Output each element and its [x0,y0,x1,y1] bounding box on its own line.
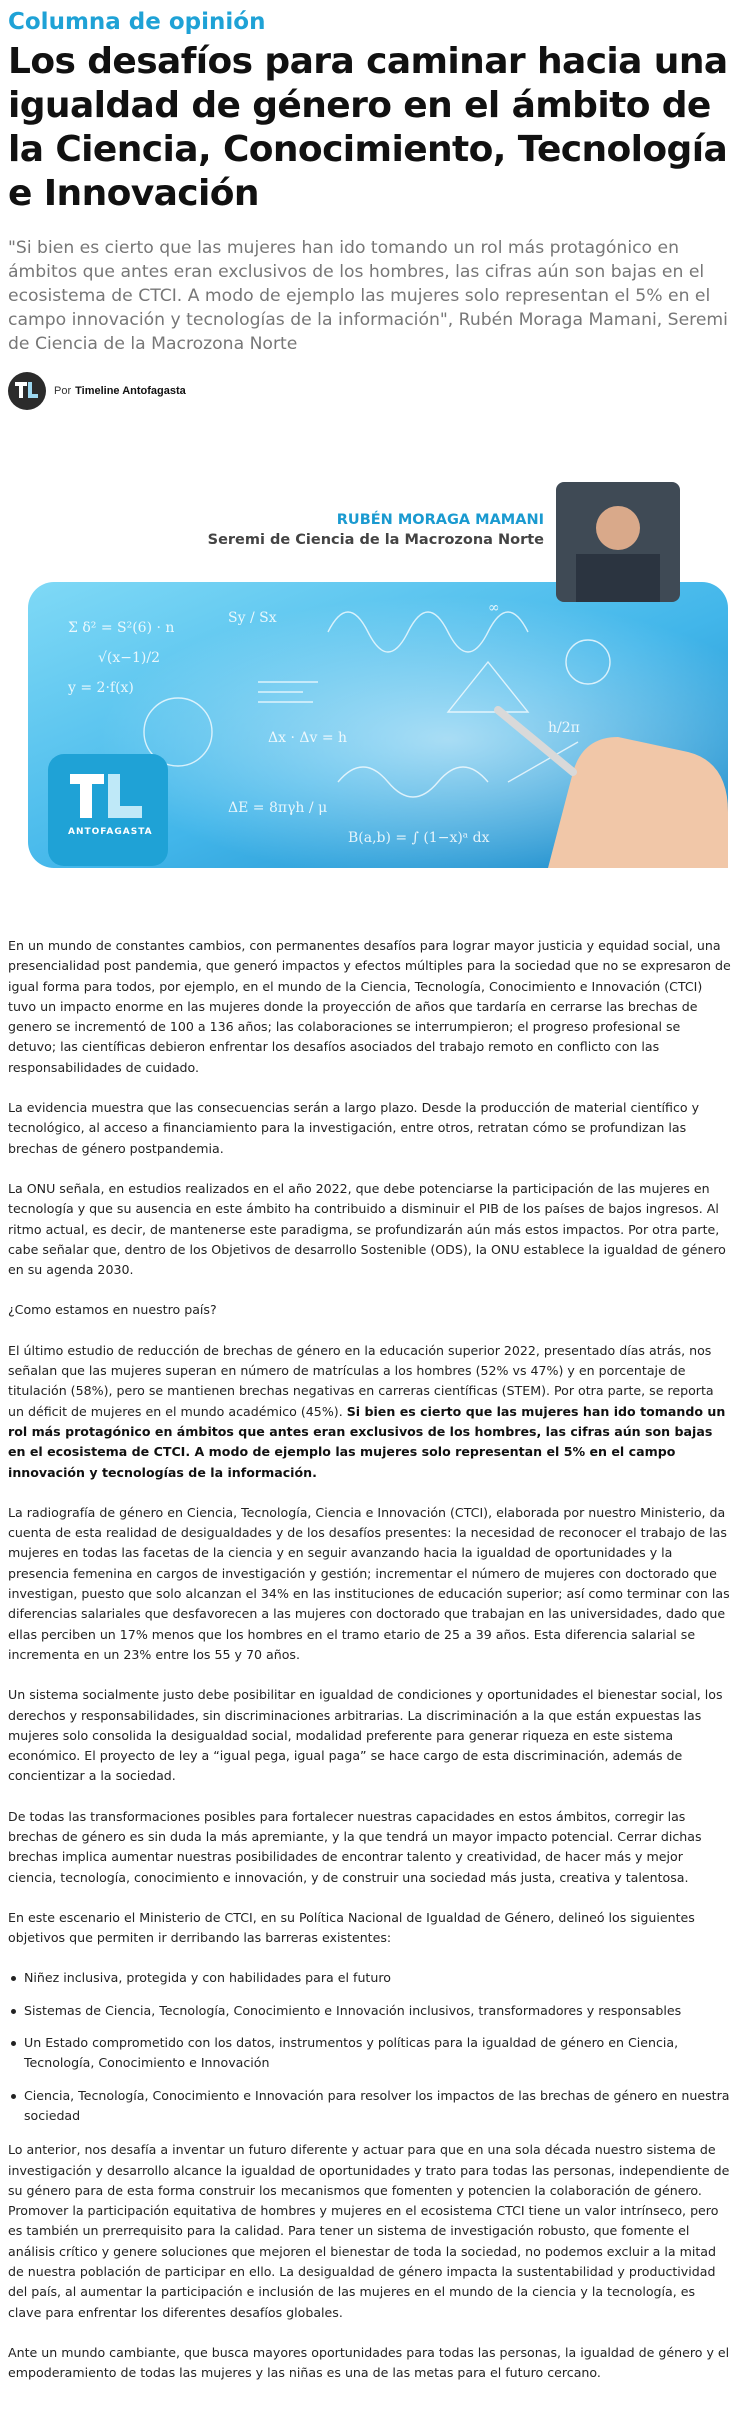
svg-text:√(x−1)/2: √(x−1)/2 [98,650,161,666]
paragraph: Un sistema socialmente justo debe posibilitar en igualdad de condiciones y oportunidades el bienestar social, los derechos y responsabilidades, sin discriminaciones arbitrarias. La discriminación a la que están expuestas las mujeres solo consolida la desigualdad social, modalidad preferente para generar riqueza en este sistema económico. El proyecto de ley a “igual pega, igual paga” se hace cargo de esta discriminación, además de concientizar a la sociedad. [8,1687,723,1784]
svg-text:B(a,b) = ∫ (1−x)ᵃ dx: B(a,b) = ∫ (1−x)ᵃ dx [348,830,490,846]
article-body [8,936,732,2384]
paragraph-text: El último estudio de reducción de brechas de género en la educación superior 2022, presentado días atrás, nos señalan que las mujeres superan en número de matrículas a los hombres (52% vs 47%) y en porcentaje de titulación (58%), pero se mantienen brechas negativas en carreras científicas (STEM). Por otra parte, se reporta un déficit de mujeres en el mundo académico (45%). [8,1342,714,1419]
svg-text:Sy / Sx: Sy / Sx [228,610,277,626]
paragraph: En un mundo de constantes cambios, con permanentes desafíos para lograr mayor justicia y equidad social, una presencialidad post pandemia, que generó impactos y efectos múltiples para la sociedad que no se expresaron de igual forma para todos, por ejemplo, en el mundo de la Ciencia, Tecnología, Conocimiento e Innovación (CTCI) tuvo un impacto enorme en las mujeres donde la proyección de años que tardaría en cerrarse las brechas de genero se incrementó de 100 a 136 años; las colaboraciones se interrumpieron; el progreso profesional se detuvo; las científicas debieron enfrentar los desafíos asociados del trabajo remoto en conflicto con las responsabilidades de cuidado. [8,938,731,1075]
paragraph: La radiografía de género en Ciencia, Tecnología, Ciencia e Innovación (CTCI), elaborada por nuestro Ministerio, da cuenta de esta realidad de desigualdades y de los desafíos presentes: la necesidad de reconocer el trabajo de las mujeres en todas las facetas de la ciencia y en seguir avanzando hacia la igualdad de oportunidades y la presencia femenina en cargos de investigación y gestión; incrementar el número de mujeres con doctorado que investigan, puesto que solo alcanzan el 34% en las instituciones de educación superior; así como terminar con las diferencias salariales que desfavorecen a las mujeres con doctorado que trabajan en las universidades, dado que ellas perciben un 17% menos que los hombres en el tramo etario de 25 a 39 años. Esta diferencia salarial se incrementa en un 23% entre los 55 y 70 años. [8,1504,730,1662]
paragraph: De todas las transformaciones posibles para fortalecer nuestras capacidades en estos ámbitos, corregir las brechas de género es sin duda la más apremiante, y la que tendrá un mayor impacto potencial. Cerrar dichas brechas implica aumentar nuestras posibilidades de encontrar talento y creatividad, de hacer más y mejor ciencia, tecnología, conocimiento e innovación, y de construir una sociedad más justa, creativa y talentosa. [8,1808,702,1885]
byline [8,370,732,412]
list-item: Ciencia, Tecnología, Conocimiento e Innovación para resolver los impactos de las brechas de género en nuestra sociedad [8,2086,732,2127]
svg-text:y = 2·f(x): y = 2·f(x) [68,680,134,696]
timeline-logo-icon[interactable] [8,372,46,410]
objectives-list [8,1968,732,2126]
svg-text:h/2π: h/2π [548,720,580,736]
svg-text:Δx · Δv = h: Δx · Δv = h [268,730,348,746]
paragraph: La ONU señala, en estudios realizados en el año 2022, que debe potenciarse la participación de las mujeres en tecnología y que su ausencia en este ámbito ha contribuido a disminuir el PIB de los países de bajos ingresos. Al ritmo actual, es decir, de mantenerse este paradigma, se profundizarán aún más estos impactos. Por otra parte, cabe señalar que, dentro de los Objetivos de desarrollo Sostenible (ODS), la ONU establece la igualdad de género en su agenda 2030. [8,1180,726,1278]
paragraph: La evidencia muestra que las consecuencias serán a largo plazo. Desde la producción de material científico y tecnológico, al acceso a financiamiento para la investigación, entre otros, retratan cómo se profundizan las brechas de género postpandemia. [8,1100,700,1156]
svg-text:∞: ∞ [488,600,500,616]
byline-author-link[interactable]: Timeline Antofagasta [75,385,186,397]
hero-person-name: RUBÉN MORAGA MAMANI [336,512,544,528]
hero-image [28,482,730,874]
hero-logo-text: ANTOFAGASTA [68,827,153,837]
byline-prefix: Por [54,385,72,397]
list-item: Un Estado comprometido con los datos, instrumentos y políticas para la igualdad de género en Ciencia, Tecnología, Conocimiento e Innovación [8,2033,732,2074]
article-lead: "Si bien es cierto que las mujeres han ido tomando un rol más protagónico en ámbitos que antes eran exclusivos de los hombres, las cifras aún son bajas en el ecosistema de CTCI. A modo de ejemplo las mujeres solo representan el 5% en el campo innovación y tecnologías de la información", Rubén Moraga Mamani, Seremi de Ciencia de la Macrozona Norte [8,238,728,354]
svg-text:ΔE = 8πγh / μ: ΔE = 8πγh / μ [228,800,328,816]
hero-person-role: Seremi de Ciencia de la Macrozona Norte [207,532,544,548]
section-label[interactable]: Columna de opinión [8,9,266,35]
paragraph: Lo anterior, nos desafía a inventar un futuro diferente y actuar para que en una sola década nuestro sistema de investigación y desarrollo alcance la igualdad de oportunidades y trato para todas las personas, independiente de su género para de esta forma construir los mecanismos que fomenten y potencien la colaboración de género. Promover la participación equitativa de hombres y mujeres en el ecosistema CTCI tiene un valor intrínseco, pero es también un prerrequisito para la calidad. Para tener un sistema de investigación robusto, que fomente el análisis crítico y genere soluciones que mejoren el bienestar de toda la sociedad, no podemos excluir a la mitad de nuestra población de participar en ello. La desigualdad de género impacta la sustentabilidad y productividad del país, al aumentar la participación e inclusión de las mujeres en el mundo de la ciencia y la tecnología, es clave para enfrentar los diferentes desafíos globales. [8,2142,730,2320]
paragraph [8,1341,732,1483]
paragraph-highlight: Si bien es cierto que las mujeres han ido tomando un rol más protagónico en ámbitos que antes eran exclusivos de los hombres, las cifras aún son bajas en el ecosistema de CTCI. A modo de ejemplo las mujeres solo representan el 5% en el campo innovación y tecnologías de la información. [8,1403,726,1480]
paragraph: En este escenario el Ministerio de CTCI, en su Política Nacional de Igualdad de Género, delineó los siguientes objetivos que permiten ir derribando las barreras existentes: [8,1909,695,1946]
svg-text:Σ δ² = S²(6) · n: Σ δ² = S²(6) · n [68,620,175,636]
article-title: Los desafíos para caminar hacia una igualdad de género en el ámbito de la Ciencia, Conocimiento, Tecnología e Innovación [8,41,728,214]
list-item: Niñez inclusiva, protegida y con habilidades para el futuro [8,1968,732,1988]
paragraph: Ante un mundo cambiante, que busca mayores oportunidades para todas las personas, la igualdad de género y el empoderamiento de todas las mujeres y las niñas es una de las metas para el futuro cercano. [8,2344,730,2381]
paragraph: ¿Como estamos en nuestro país? [8,1302,217,1318]
list-item: Sistemas de Ciencia, Tecnología, Conocimiento e Innovación inclusivos, transformadores y responsables [8,2001,732,2021]
